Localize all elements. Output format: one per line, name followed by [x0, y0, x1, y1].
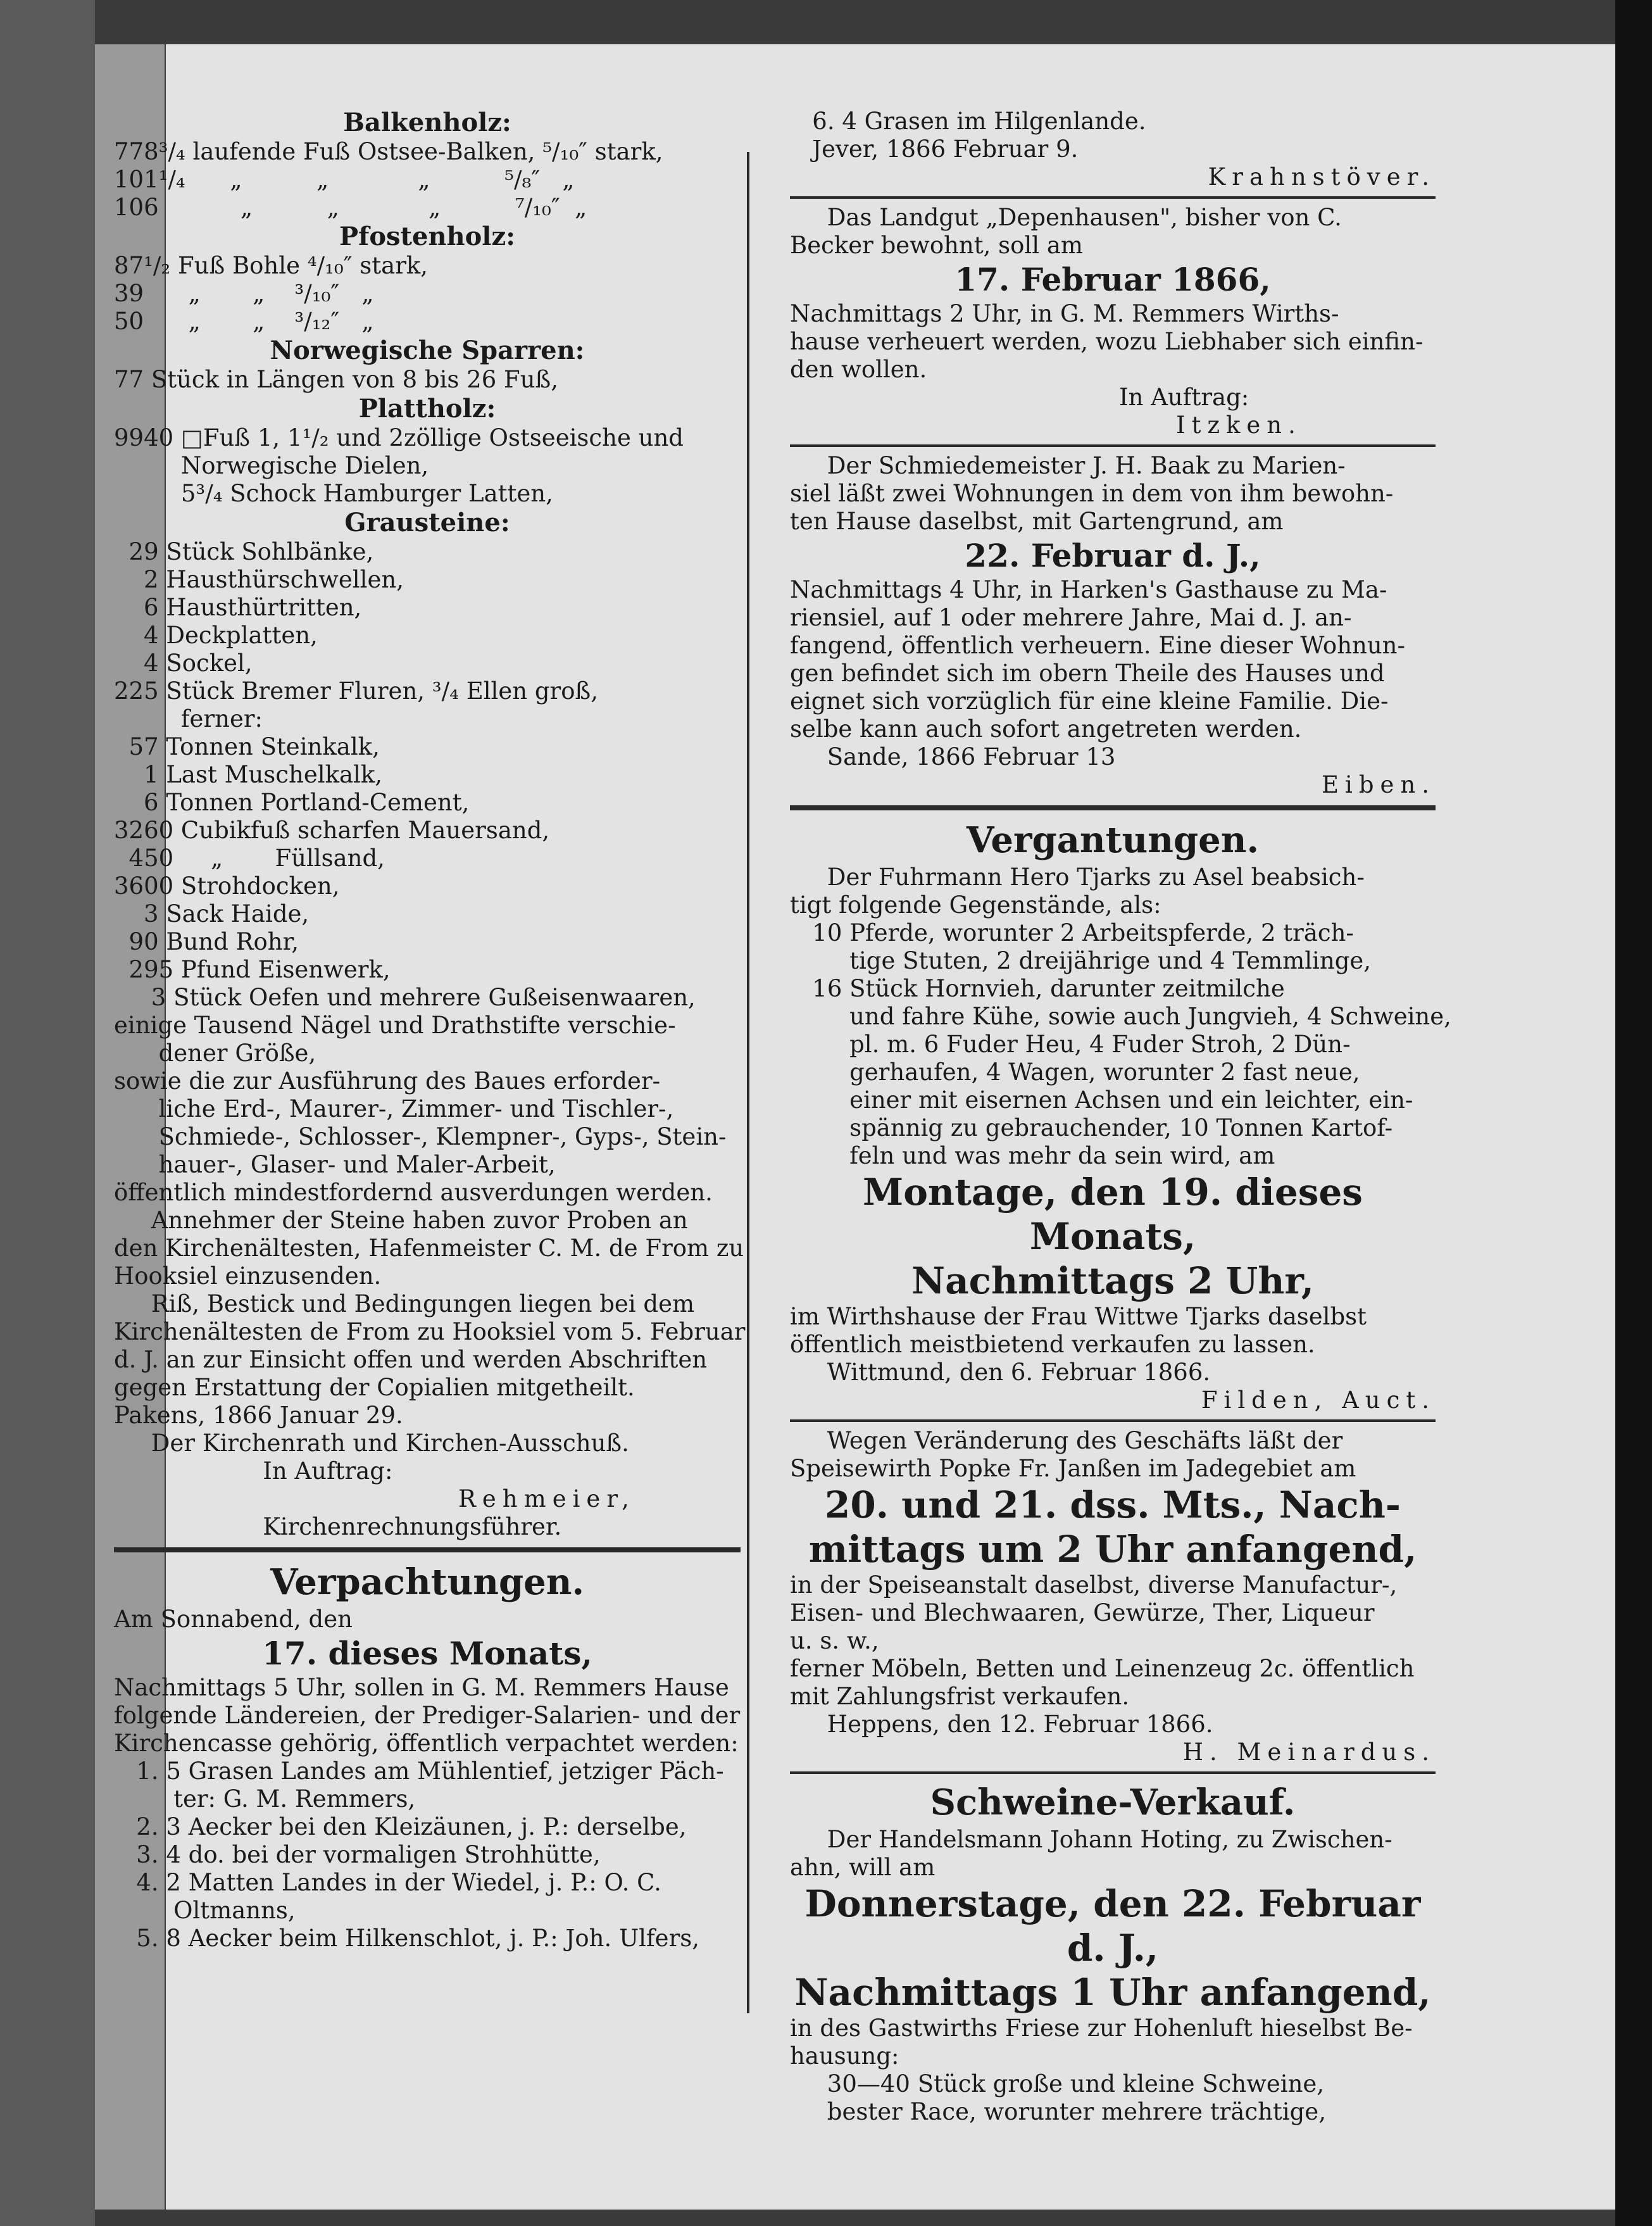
grau-line: 225 Stück Bremer Fluren, ³/₄ Ellen groß,	[114, 677, 598, 705]
text-line: Oltmanns,	[114, 1897, 296, 1924]
grau-line: 295 Pfund Eisenwerk,	[114, 956, 391, 983]
pfosten-line: 87¹/₂ Fuß Bohle ⁴/₁₀″ stark,	[114, 252, 429, 279]
text-line: Kirchenrechnungsführer.	[114, 1513, 562, 1540]
text-line: 16 Stück Hornvieh, darunter zeitmilche	[790, 975, 1285, 1002]
text-line: ten Hause daselbst, mit Gartengrund, am	[790, 508, 1284, 535]
text-line: d. J. an zur Einsicht offen und werden Abschriften	[114, 1346, 708, 1373]
text-line: Sande, 1866 Februar 13	[790, 743, 1116, 770]
text-line: mit Zahlungsfrist verkaufen.	[790, 1683, 1130, 1710]
text-line: Der Schmiedemeister J. H. Baak zu Marien-	[790, 452, 1346, 479]
text-line: Kirchenältesten de From zu Hooksiel vom 5. Februar	[114, 1318, 746, 1345]
text-line: Pakens, 1866 Januar 29.	[114, 1402, 403, 1429]
left-column	[114, 108, 746, 1952]
text-line: ferner Möbeln, Betten und Leinenzeug 2c. öffentlich	[790, 1655, 1415, 1682]
grau-line: 4 Deckplatten,	[114, 622, 318, 649]
date-heading: 20. und 21. dss. Mts., Nach-	[825, 1483, 1401, 1526]
pfostenholz-heading: Pfostenholz:	[339, 222, 515, 251]
auftrag-line: In Auftrag:	[1119, 384, 1249, 411]
text-line: folgende Ländereien, der Prediger-Salarien- und der	[114, 1702, 741, 1729]
text-line: ter: G. M. Remmers,	[114, 1785, 416, 1813]
text-line: Kirchencasse gehörig, öffentlich verpachtet werden:	[114, 1730, 739, 1757]
grau-line: 3260 Cubikfuß scharfen Mauersand,	[114, 817, 550, 844]
text-line: liche Erd-, Maurer-, Zimmer- und Tischler-,	[114, 1095, 674, 1122]
text-line: 6. 4 Grasen im Hilgenlande.	[790, 108, 1146, 135]
notice-rule	[790, 1771, 1436, 1774]
balken-line: 101¹/₄ „ „ „ ⁵/₈″ „	[114, 166, 575, 193]
plattholz-heading: Plattholz:	[358, 394, 496, 424]
notice-rule	[790, 196, 1436, 199]
text-line: In Auftrag:	[114, 1457, 393, 1485]
schweine-verkauf-heading: Schweine-Verkauf.	[930, 1782, 1296, 1823]
signature: Krahnstöver.	[1208, 163, 1436, 191]
section-rule	[114, 1547, 741, 1552]
text-line: riensiel, auf 1 oder mehrere Jahre, Mai d. J. an-	[790, 604, 1352, 631]
text-line: Nachmittags 4 Uhr, in Harken's Gasthause zu Ma-	[790, 576, 1387, 603]
grau-line: ferner:	[114, 705, 263, 733]
grau-line: 4 Sockel,	[114, 650, 253, 677]
date-heading: Donnerstage, den 22. Februar d. J.,	[804, 1882, 1421, 1970]
verpachtungen-heading: Verpachtungen.	[270, 1561, 584, 1603]
text-line: gen befindet sich im obern Theile des Hauses und	[790, 660, 1385, 687]
grau-line: 57 Tonnen Steinkalk,	[114, 733, 380, 760]
text-line: gerhaufen, 4 Wagen, worunter 2 fast neue,	[790, 1059, 1360, 1086]
text-line: fangend, öffentlich verheuern. Eine dieser Wohnun-	[790, 632, 1406, 659]
grau-line: 90 Bund Rohr,	[114, 928, 299, 955]
text-line: Wegen Veränderung des Geschäfts läßt der	[790, 1427, 1343, 1454]
text-line: öffentlich meistbietend verkaufen zu lassen.	[790, 1331, 1315, 1358]
right-column	[790, 108, 1451, 2126]
platt-line: 5³/₄ Schock Hamburger Latten,	[114, 480, 553, 507]
platt-line: 9940 □Fuß 1, 1¹/₂ und 2zöllige Ostseeische und	[114, 424, 684, 451]
text-line: siel läßt zwei Wohnungen in dem von ihm bewohn-	[790, 480, 1394, 507]
text-line: 4. 2 Matten Landes in der Wiedel, j. P.: O. C.	[114, 1869, 661, 1896]
section-rule	[790, 805, 1436, 810]
balken-line: 778³/₄ laufende Fuß Ostsee-Balken, ⁵/₁₀″ stark,	[114, 138, 663, 165]
date-heading: 17. Februar 1866,	[954, 261, 1271, 298]
text-line: Schmiede-, Schlosser-, Klempner-, Gyps-, Stein-	[114, 1123, 727, 1150]
text-line: Annehmer der Steine haben zuvor Proben an	[114, 1207, 688, 1234]
time-heading: mittags um 2 Uhr anfangend,	[808, 1528, 1417, 1571]
grausteine-heading: Grausteine:	[344, 508, 510, 538]
text-line: ahn, will am	[790, 1854, 936, 1881]
text-line: in des Gastwirths Friese zur Hohenluft hieselbst Be-	[790, 2015, 1413, 2042]
text-line: 3 Stück Oefen und mehrere Gußeisenwaaren,	[114, 984, 696, 1011]
text-line: Wittmund, den 6. Februar 1866.	[790, 1359, 1211, 1386]
text-line: Eisen- und Blechwaaren, Gewürze, Ther, Liqueur	[790, 1599, 1375, 1626]
grau-line: 3600 Strohdocken,	[114, 872, 340, 900]
text-line: 5. 8 Aecker beim Hilkenschlot, j. P.: Joh. Ulfers,	[114, 1925, 700, 1952]
text-line: im Wirthshause der Frau Wittwe Tjarks daselbst	[790, 1303, 1367, 1330]
column-divider	[747, 152, 749, 2013]
text-line: tige Stuten, 2 dreijährige und 4 Temmlinge,	[790, 947, 1372, 974]
text-line: Hooksiel einzusenden.	[114, 1262, 382, 1290]
text-line: den wollen.	[790, 356, 927, 383]
page-shadow	[1615, 0, 1652, 2226]
text-line: hauer-, Glaser- und Maler-Arbeit,	[114, 1151, 556, 1178]
grau-line: 6 Hausthürtritten,	[114, 594, 362, 621]
text-line: Nachmittags 5 Uhr, sollen in G. M. Remmers Hause	[114, 1674, 729, 1701]
date-heading: 22. Februar d. J.,	[965, 537, 1261, 574]
text-line: und fahre Kühe, sowie auch Jungvieh, 4 Schweine,	[790, 1003, 1451, 1030]
text-line: hausung:	[790, 2042, 899, 2070]
text-line: sowie die zur Ausführung des Baues erforder-	[114, 1067, 661, 1095]
text-line: Speisewirth Popke Fr. Janßen im Jadegebiet am	[790, 1455, 1356, 1482]
sparren-heading: Norwegische Sparren:	[270, 336, 585, 365]
text-line: tigt folgende Gegenstände, als:	[790, 891, 1161, 919]
text-line: spännig zu gebrauchender, 10 Tonnen Kartof-	[790, 1114, 1393, 1141]
text-line: 2. 3 Aecker bei den Kleizäunen, j. P.: derselbe,	[114, 1813, 687, 1840]
signature: H. Meinardus.	[1182, 1739, 1436, 1766]
text-line: Heppens, den 12. Februar 1866.	[790, 1711, 1213, 1738]
text-line: den Kirchenältesten, Hafenmeister C. M. de From zu	[114, 1235, 744, 1262]
grau-line: 2 Hausthürschwellen,	[114, 566, 404, 593]
text-line: Der Fuhrmann Hero Tjarks zu Asel beabsich-	[790, 864, 1365, 891]
signature: Rehmeier,	[114, 1485, 635, 1512]
notice-rule	[790, 444, 1436, 447]
text-line: öffentlich mindestfordernd ausverdungen werden.	[114, 1179, 713, 1206]
text-line: Riß, Bestick und Bedingungen liegen bei dem	[114, 1290, 695, 1317]
pfosten-line: 50 „ „ ³/₁₂″ „	[114, 308, 374, 335]
text-line: Am Sonnabend, den	[114, 1606, 353, 1633]
text-line: eignet sich vorzüglich für eine kleine Familie. Die-	[790, 688, 1389, 715]
balken-line: 106 „ „ „ ⁷/₁₀″ „	[114, 194, 587, 221]
pfosten-line: 39 „ „ ³/₁₀″ „	[114, 280, 374, 307]
text-line: bester Race, worunter mehrere trächtige,	[790, 2098, 1326, 2125]
text-line: Becker bewohnt, soll am	[790, 232, 1083, 259]
text-line: in der Speiseanstalt daselbst, diverse Manufactur-,	[790, 1571, 1398, 1599]
text-line: 3. 4 do. bei der vormaligen Strohhütte,	[114, 1841, 601, 1868]
text-line: hause verheuert werden, wozu Liebhaber sich einfin-	[790, 328, 1424, 355]
text-line: 1. 5 Grasen Landes am Mühlentief, jetziger Päch-	[114, 1758, 724, 1785]
text-line: einer mit eisernen Achsen und ein leichter, ein-	[790, 1086, 1413, 1114]
text-line: Das Landgut „Depenhausen", bisher von C.	[790, 204, 1342, 231]
text-line: Der Handelsmann Johann Hoting, zu Zwischen-	[790, 1826, 1392, 1853]
text-line: feln und was mehr da sein wird, am	[790, 1142, 1275, 1169]
signature: Filden, Auct.	[1201, 1387, 1436, 1414]
sparren-line: 77 Stück in Längen von 8 bis 26 Fuß,	[114, 366, 559, 393]
grau-line: 450 „ Füllsand,	[114, 845, 385, 872]
time-heading: Nachmittags 2 Uhr,	[911, 1259, 1314, 1302]
time-heading: Nachmittags 1 Uhr anfangend,	[794, 1971, 1431, 2014]
text-line: selbe kann auch sofort angetreten werden.	[790, 715, 1302, 743]
book-spine	[0, 0, 95, 2226]
text-line: 10 Pferde, worunter 2 Arbeitspferde, 2 träch-	[790, 919, 1354, 946]
grau-line: 29 Stück Sohlbänke,	[114, 538, 374, 565]
grau-line: 6 Tonnen Portland-Cement,	[114, 789, 470, 816]
text-line: gegen Erstattung der Copialien mitgetheilt.	[114, 1374, 635, 1401]
platt-line: Norwegische Dielen,	[114, 452, 429, 479]
signature: Itzken.	[1176, 412, 1302, 439]
notice-rule	[790, 1419, 1436, 1422]
text-line: Nachmittags 2 Uhr, in G. M. Remmers Wirths-	[790, 300, 1339, 327]
text-line: Jever, 1866 Februar 9.	[790, 135, 1079, 163]
text-line: pl. m. 6 Fuder Heu, 4 Fuder Stroh, 2 Dün-	[790, 1031, 1351, 1058]
text-line: einige Tausend Nägel und Drathstifte verschie-	[114, 1012, 676, 1039]
grau-line: 3 Sack Haide,	[114, 900, 310, 928]
text-line: Der Kirchenrath und Kirchen-Ausschuß.	[114, 1430, 629, 1457]
date-heading: 17. dieses Monats,	[262, 1635, 592, 1672]
balkenholz-heading: Balkenholz:	[343, 108, 511, 137]
signature: Eiben.	[1321, 771, 1436, 798]
grau-line: 1 Last Muschelkalk,	[114, 761, 383, 788]
text-line: 30—40 Stück große und kleine Schweine,	[790, 2070, 1325, 2097]
vergantungen-heading: Vergantungen.	[967, 819, 1259, 861]
text-line: u. s. w.,	[790, 1627, 879, 1654]
date-heading: Montage, den 19. dieses Monats,	[863, 1171, 1363, 1258]
text-line: dener Größe,	[114, 1040, 316, 1067]
